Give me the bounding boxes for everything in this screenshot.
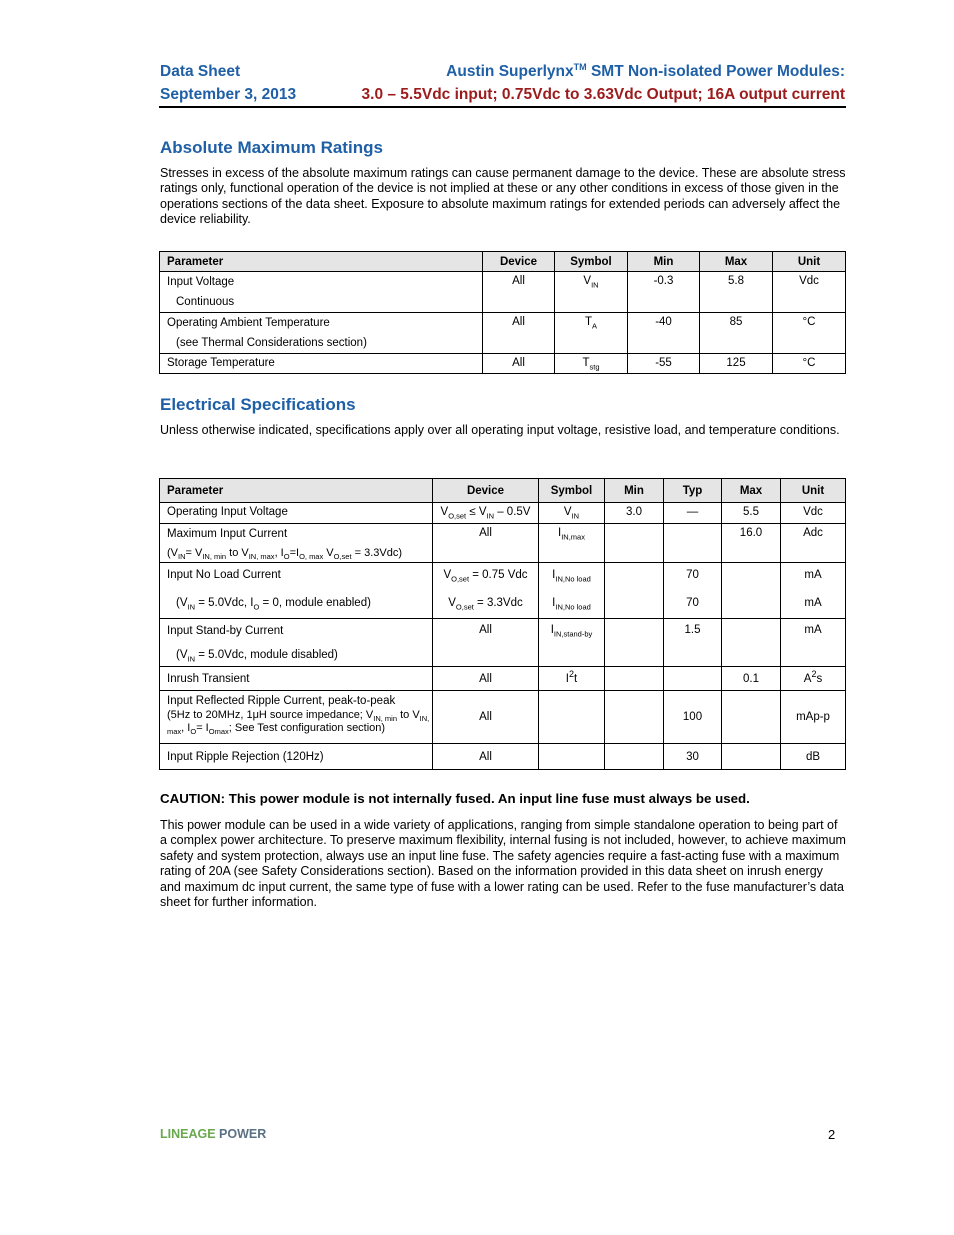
col-header: Max xyxy=(722,479,781,503)
device-cell: All xyxy=(483,272,555,313)
min-cell: -0.3 xyxy=(628,272,700,313)
table-row xyxy=(160,354,846,374)
device-cell: All xyxy=(483,354,555,374)
param-name: Input Reflected Ripple Current, peak-to-peak xyxy=(167,695,396,707)
table-row xyxy=(160,667,846,691)
table-header-row xyxy=(160,252,846,272)
param-name: Inrush Transient xyxy=(160,667,433,691)
col-header: Symbol xyxy=(539,479,605,503)
typ-cell: — xyxy=(664,503,722,524)
symbol-cell: $I_{IN,max}$ xyxy=(539,524,605,563)
col-header: Unit xyxy=(781,479,846,503)
unit-cell: °C xyxy=(773,313,846,354)
param-condition: ($V_{IN} = 5.0Vdc$, $I_O = 0$, module enabled) xyxy=(176,597,371,612)
device-cell: All xyxy=(433,524,539,563)
device-cell: All xyxy=(433,619,539,667)
param-name: Input Ripple Rejection (120Hz) xyxy=(160,744,433,770)
table-row xyxy=(160,313,846,354)
col-header: Device xyxy=(483,252,555,272)
unit-cell: Adc xyxy=(781,524,846,563)
col-header: Min xyxy=(605,479,664,503)
table-row xyxy=(160,619,846,667)
param-name: Operating Input Voltage xyxy=(160,503,433,524)
caution-heading: CAUTION: This power module is not internally fused. An input line fuse must always be used. xyxy=(160,791,750,806)
param-name: Input Stand-by Current xyxy=(167,625,284,637)
trademark-mark: TM xyxy=(573,61,587,72)
max-cell: 125 xyxy=(700,354,773,374)
param-name: Storage Temperature xyxy=(160,354,483,374)
col-header: Max xyxy=(700,252,773,272)
col-header: Typ xyxy=(664,479,722,503)
table-row xyxy=(160,691,846,744)
symbol-cell: $T_{stg}$ xyxy=(555,354,628,374)
elec-spec-title: Electrical Specifications xyxy=(160,395,356,414)
device-cell: All xyxy=(433,691,539,744)
doc-type-label: Data Sheet xyxy=(160,63,241,80)
param-condition: ($V_{IN} = 5.0Vdc$, module disabled) xyxy=(176,649,338,664)
unit-cell: °C xyxy=(773,354,846,374)
unit-cell: mA xyxy=(781,619,846,667)
typ-cell: 70 70 xyxy=(664,563,722,619)
max-cell: 0.1 xyxy=(722,667,781,691)
min-cell: -40 xyxy=(628,313,700,354)
symbol-cell: $I^2t$ xyxy=(539,667,605,691)
col-header: Parameter xyxy=(160,479,433,503)
table-row xyxy=(160,524,846,563)
col-header: Symbol xyxy=(555,252,628,272)
col-header: Unit xyxy=(773,252,846,272)
symbol-cell: $V_{IN}$ xyxy=(555,272,628,313)
table-header-row xyxy=(160,479,846,503)
max-cell: 5.8 xyxy=(700,272,773,313)
param-name: Input Voltage xyxy=(167,276,235,288)
param-condition: Continuous xyxy=(176,296,235,308)
unit-cell: $A^2s$ xyxy=(781,667,846,691)
typ-cell: 30 xyxy=(664,744,722,770)
col-header: Device xyxy=(433,479,539,503)
min-cell: -55 xyxy=(628,354,700,374)
min-cell: 3.0 xyxy=(605,503,664,524)
unit-cell: mAp-p xyxy=(781,691,846,744)
max-cell: 16.0 xyxy=(722,524,781,563)
doc-date: September 3, 2013 xyxy=(160,86,297,103)
param-condition: (see Thermal Considerations section) xyxy=(176,337,367,349)
device-cell: All xyxy=(483,313,555,354)
col-header: Parameter xyxy=(160,252,483,272)
device-cell: $V_{O,set} \le V_{IN} - 0.5V$ xyxy=(433,503,539,524)
max-cell: 5.5 xyxy=(722,503,781,524)
max-cell: 85 xyxy=(700,313,773,354)
param-condition: ($V_{IN}= V_{IN, min}$ to $V_{IN, max}$, $I_O=I_{O, max}$ $V_{O,set} = 3.3Vdc$) xyxy=(167,547,403,562)
table-row xyxy=(160,563,846,619)
param-condition: (5Hz to 20MHz, 1μH source impedance; $V_{IN, min}$ to $V_{IN, max}$, $I_O= I_{Omax}$; See Test configuration section) xyxy=(167,708,430,737)
elec-spec-table xyxy=(159,478,846,770)
table-row xyxy=(160,744,846,770)
page-number: 2 xyxy=(828,1127,836,1142)
header-rule xyxy=(159,106,846,108)
symbol-cell: $V_{IN}$ xyxy=(539,503,605,524)
unit-cell: Vdc xyxy=(773,272,846,313)
abs-max-title: Absolute Maximum Ratings xyxy=(160,138,383,157)
footer-brand: LINEAGE POWER xyxy=(160,1127,267,1141)
param-name: Operating Ambient Temperature xyxy=(167,317,330,329)
unit-cell: mA mA xyxy=(781,563,846,619)
unit-cell: Vdc xyxy=(781,503,846,524)
table-row xyxy=(160,272,846,313)
fuse-paragraph: This power module can be used in a wide variety of applications, ranging from simple standalone operation to being part of a complex power architecture. To preserve maximum flexibility, internal fusing is not included, however, to achieve maximum safety and system protection, always use an input line fuse. The safety agencies require a fast-acting fuse with a maximum rating of 20A (see Safety Considerations section). Based on the information provided in this data sheet on inrush energy and maximum dc input current, the same type of fuse with a lower rating can be used. Refer to the fuse manufacturer’s data sheet for further information. xyxy=(160,818,846,910)
device-cell: $V_{O,set} = 0.75$ Vdc $V_{O,set} = 3.3Vdc$ xyxy=(433,563,539,619)
unit-cell: dB xyxy=(781,744,846,770)
elec-spec-intro: Unless otherwise indicated, specifications apply over all operating input voltage, resistive load, and temperature conditions. xyxy=(160,423,840,437)
device-cell: All xyxy=(433,744,539,770)
typ-cell: 100 xyxy=(664,691,722,744)
symbol-cell: $I_{IN,No load}$ $I_{IN,No load}$ xyxy=(539,563,605,619)
abs-max-table xyxy=(159,251,846,374)
typ-cell: 1.5 xyxy=(664,619,722,667)
symbol-cell: $I_{IN,stand-by}$ xyxy=(539,619,605,667)
product-title: Austin Superlynx™ SMT Non-isolated Power Modules: xyxy=(446,61,845,80)
param-name: Input No Load Current xyxy=(167,569,281,581)
table-row xyxy=(160,503,846,524)
param-name: Maximum Input Current xyxy=(167,528,288,540)
product-subtitle: 3.0 – 5.5Vdc input; 0.75Vdc to 3.63Vdc Output; 16A output current xyxy=(361,86,845,103)
symbol-cell: $T_A$ xyxy=(555,313,628,354)
abs-max-intro: Stresses in excess of the absolute maximum ratings can cause permanent damage to the device. These are absolute stress ratings only, functional operation of the device is not implied at these or any other conditions in excess of those given in the operations sections of the data sheet. Exposure to absolute maximum ratings for extended periods can adversely affect the device reliability. xyxy=(160,166,846,227)
col-header: Min xyxy=(628,252,700,272)
device-cell: All xyxy=(433,667,539,691)
